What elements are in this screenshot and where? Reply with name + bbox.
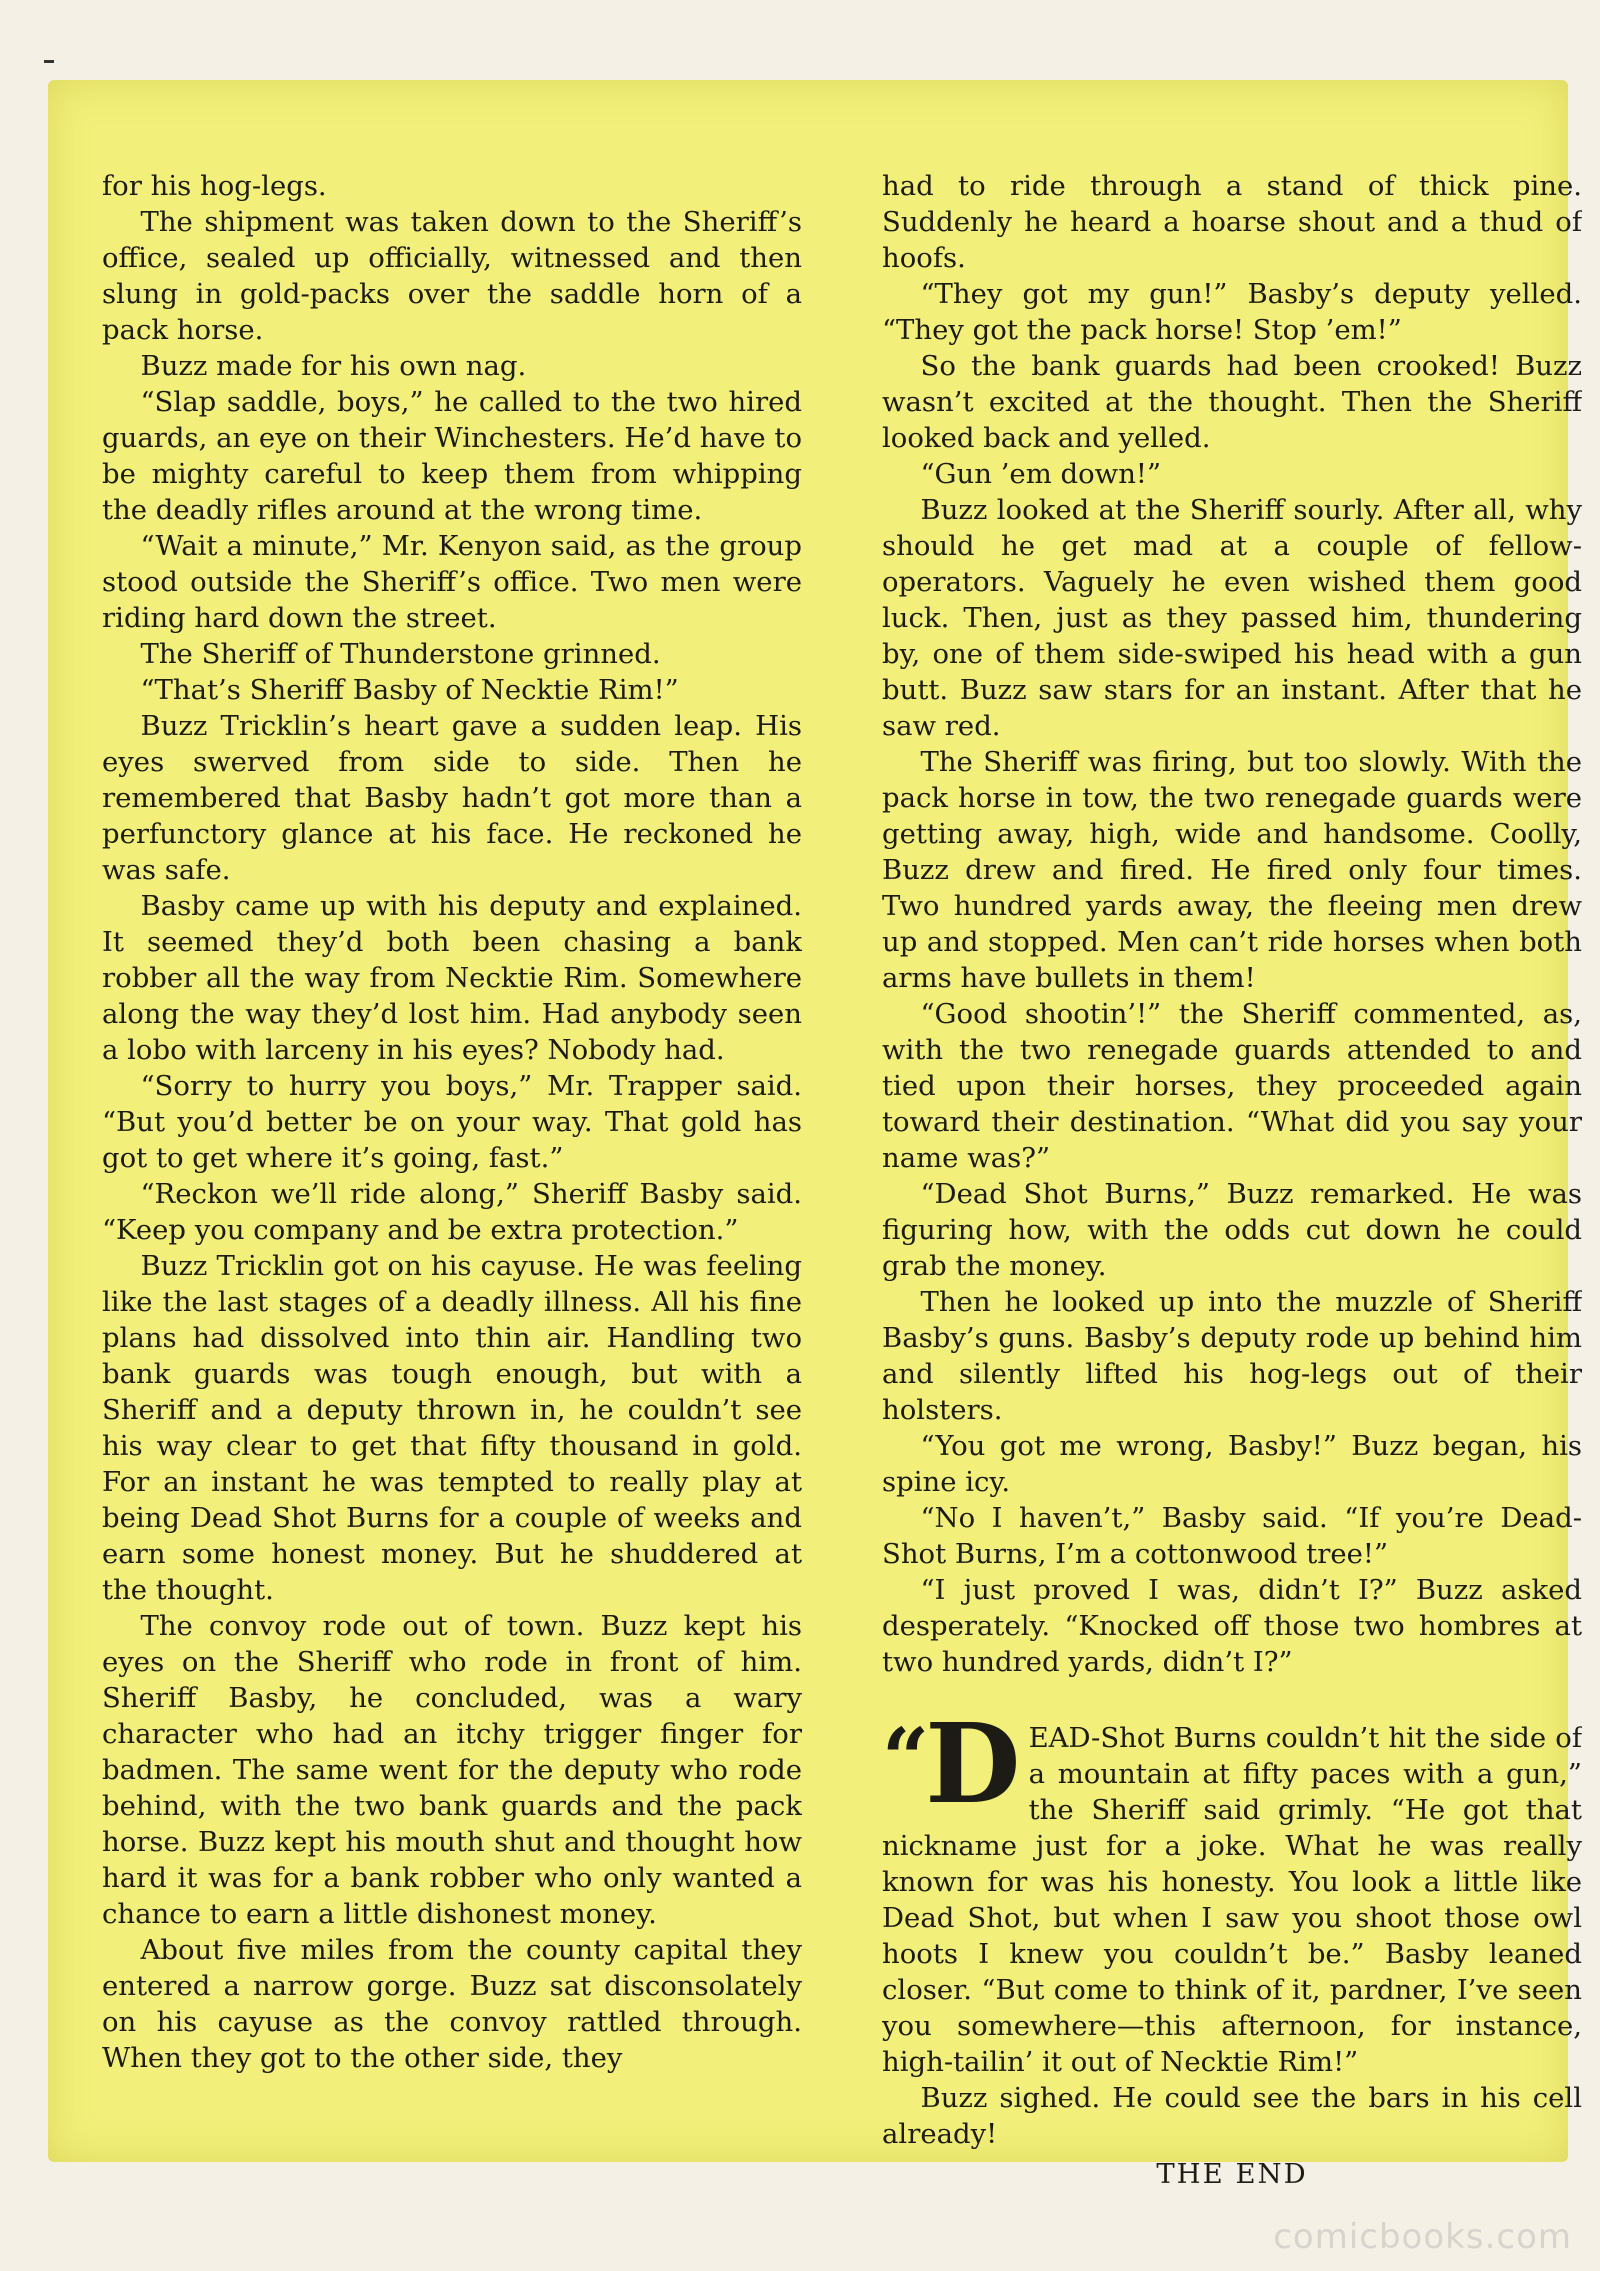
story-paragraph: “Sorry to hurry you boys,” Mr. Trapper said. “But you’d better be on your way. That gold has got to get where it’s going, fast.”: [102, 1070, 802, 1174]
watermark: comicbooks.com: [1273, 2217, 1572, 2257]
story-paragraph: “I just proved I was, didn’t I?” Buzz asked desperately. “Knocked off those two hombres at two hundred yards, didn’t I?”: [882, 1574, 1582, 1678]
story-page: [48, 80, 1582, 2190]
story-paragraph: “They got my gun!” Basby’s deputy yelled. “They got the pack horse! Stop ’em!”: [882, 278, 1582, 346]
dropcap-letter: D: [925, 1699, 1021, 1828]
story-paragraph: Buzz Tricklin’s heart gave a sudden leap. His eyes swerved from side to side. Then he remembered that Basby hadn’t got more than a perfunctory glance at his face. He reckoned he was safe.: [102, 710, 802, 886]
right-column: [882, 168, 1582, 2250]
story-paragraph: for his hog-legs.: [102, 170, 327, 202]
left-column: [102, 168, 802, 2250]
story-paragraph: “Good shootin’!” the Sheriff commented, as, with the two renegade guards attended to and tied upon their horses, they proceeded again toward their destination. “What did you say your name was?”: [882, 998, 1582, 1174]
story-paragraph: “No I haven’t,” Basby said. “If you’re Dead-Shot Burns, I’m a cottonwood tree!”: [882, 1502, 1582, 1570]
closing-paragraphs: [882, 2080, 1582, 2152]
story-paragraph: Buzz looked at the Sheriff sourly. After all, why should he get mad at a couple of fellow-operators. Vaguely he even wished them good luck. Then, just as they passed him, thundering by, one of them side-swiped his head with a gun butt. Buzz saw stars for an instant. After that he saw red.: [882, 494, 1582, 742]
story-paragraph: Buzz sighed. He could see the bars in his cell already!: [882, 2082, 1582, 2150]
story-paragraph: The Sheriff was firing, but too slowly. With the pack horse in tow, the two renegade guards were getting away, high, wide and handsome. Coolly, Buzz drew and fired. He fired only four times. Two hundred yards away, the fleeing men drew up and stopped. Men can’t ride horses when both arms have bullets in them!: [882, 746, 1582, 994]
story-paragraph: “Wait a minute,” Mr. Kenyon said, as the group stood outside the Sheriff’s office. Two men were riding hard down the street.: [102, 530, 802, 634]
story-paragraph: Buzz Tricklin got on his cayuse. He was feeling like the last stages of a deadly illness. All his fine plans had dissolved into thin air. Handling two bank guards was tough enough, but with a Sheriff and a deputy thrown in, he couldn’t see his way clear to get that fifty thousand in gold. For an instant he was tempted to really play at being Dead Shot Burns for a couple of weeks and earn some honest money. But he shuddered at the thought.: [102, 1250, 802, 1606]
dropcap-paragraph: [882, 1699, 1582, 2080]
right-column-paragraphs: [882, 168, 1582, 1680]
story-paragraph: The convoy rode out of town. Buzz kept his eyes on the Sheriff who rode in front of him. Sheriff Basby, he concluded, was a wary character who had an itchy trigger finger for badmen. The same went for the deputy who rode behind, with the two bank guards and the pack horse. Buzz kept his mouth shut and thought how hard it was for a bank robber who only wanted a chance to earn a little dishonest money.: [102, 1610, 802, 1930]
dropcap-quote-mark: “: [882, 1711, 924, 1807]
story-paragraph: “You got me wrong, Basby!” Buzz began, his spine icy.: [882, 1430, 1582, 1498]
story-paragraph: Basby came up with his deputy and explained. It seemed they’d both been chasing a bank robber all the way from Necktie Rim. Somewhere along the way they’d lost him. Had anybody seen a lobo with larceny in his eyes? Nobody had.: [102, 890, 802, 1066]
story-paragraph: “Slap saddle, boys,” he called to the two hired guards, an eye on their Winchesters. He’d have to be mighty careful to keep them from whipping the deadly rifles around at the wrong time.: [102, 386, 802, 526]
story-paragraph: had to ride through a stand of thick pine. Suddenly he heard a hoarse shout and a thud of hoofs.: [882, 170, 1582, 274]
story-paragraph: “Gun ’em down!”: [920, 458, 1162, 490]
dropcap-text: EAD-Shot Burns couldn’t hit the side of a mountain at fifty paces with a gun,” the Sheriff said grimly. “He got that nickname just for a joke. What he was really known for was his honesty. You look a little like Dead Shot, but when I saw you shoot those owl hoots I knew you couldn’t be.” Basby leaned closer. “But come to think of it, pardner, I’ve seen you somewhere—this afternoon, for instance, high-tailin’ it out of Necktie Rim!”: [882, 1722, 1582, 2078]
story-paragraph: About five miles from the county capital they entered a narrow gorge. Buzz sat disconsolately on his cayuse as the convoy rattled through. When they got to the other side, they: [102, 1934, 802, 2074]
story-paragraph: So the bank guards had been crooked! Buzz wasn’t excited at the thought. Then the Sheriff looked back and yelled.: [882, 350, 1582, 454]
story-paragraph: Then he looked up into the muzzle of Sheriff Basby’s guns. Basby’s deputy rode up behind him and silently lifted his hog-legs out of their holsters.: [882, 1286, 1582, 1426]
story-paragraph: “That’s Sheriff Basby of Necktie Rim!”: [140, 674, 679, 706]
story-paragraph: “Reckon we’ll ride along,” Sheriff Basby said. “Keep you company and be extra protection.”: [102, 1178, 802, 1246]
story-paragraph: The shipment was taken down to the Sheriff’s office, sealed up officially, witnessed and then slung in gold-packs over the saddle horn of a pack horse.: [102, 206, 802, 346]
the-end-label: THE END: [1156, 2158, 1308, 2190]
story-paragraph: Buzz made for his own nag.: [140, 350, 527, 382]
story-paragraph: The Sheriff of Thunderstone grinned.: [140, 638, 661, 670]
story-paragraph: “Dead Shot Burns,” Buzz remarked. He was figuring how, with the odds cut down he could grab the money.: [882, 1178, 1582, 1282]
edge-mark: [44, 60, 54, 63]
